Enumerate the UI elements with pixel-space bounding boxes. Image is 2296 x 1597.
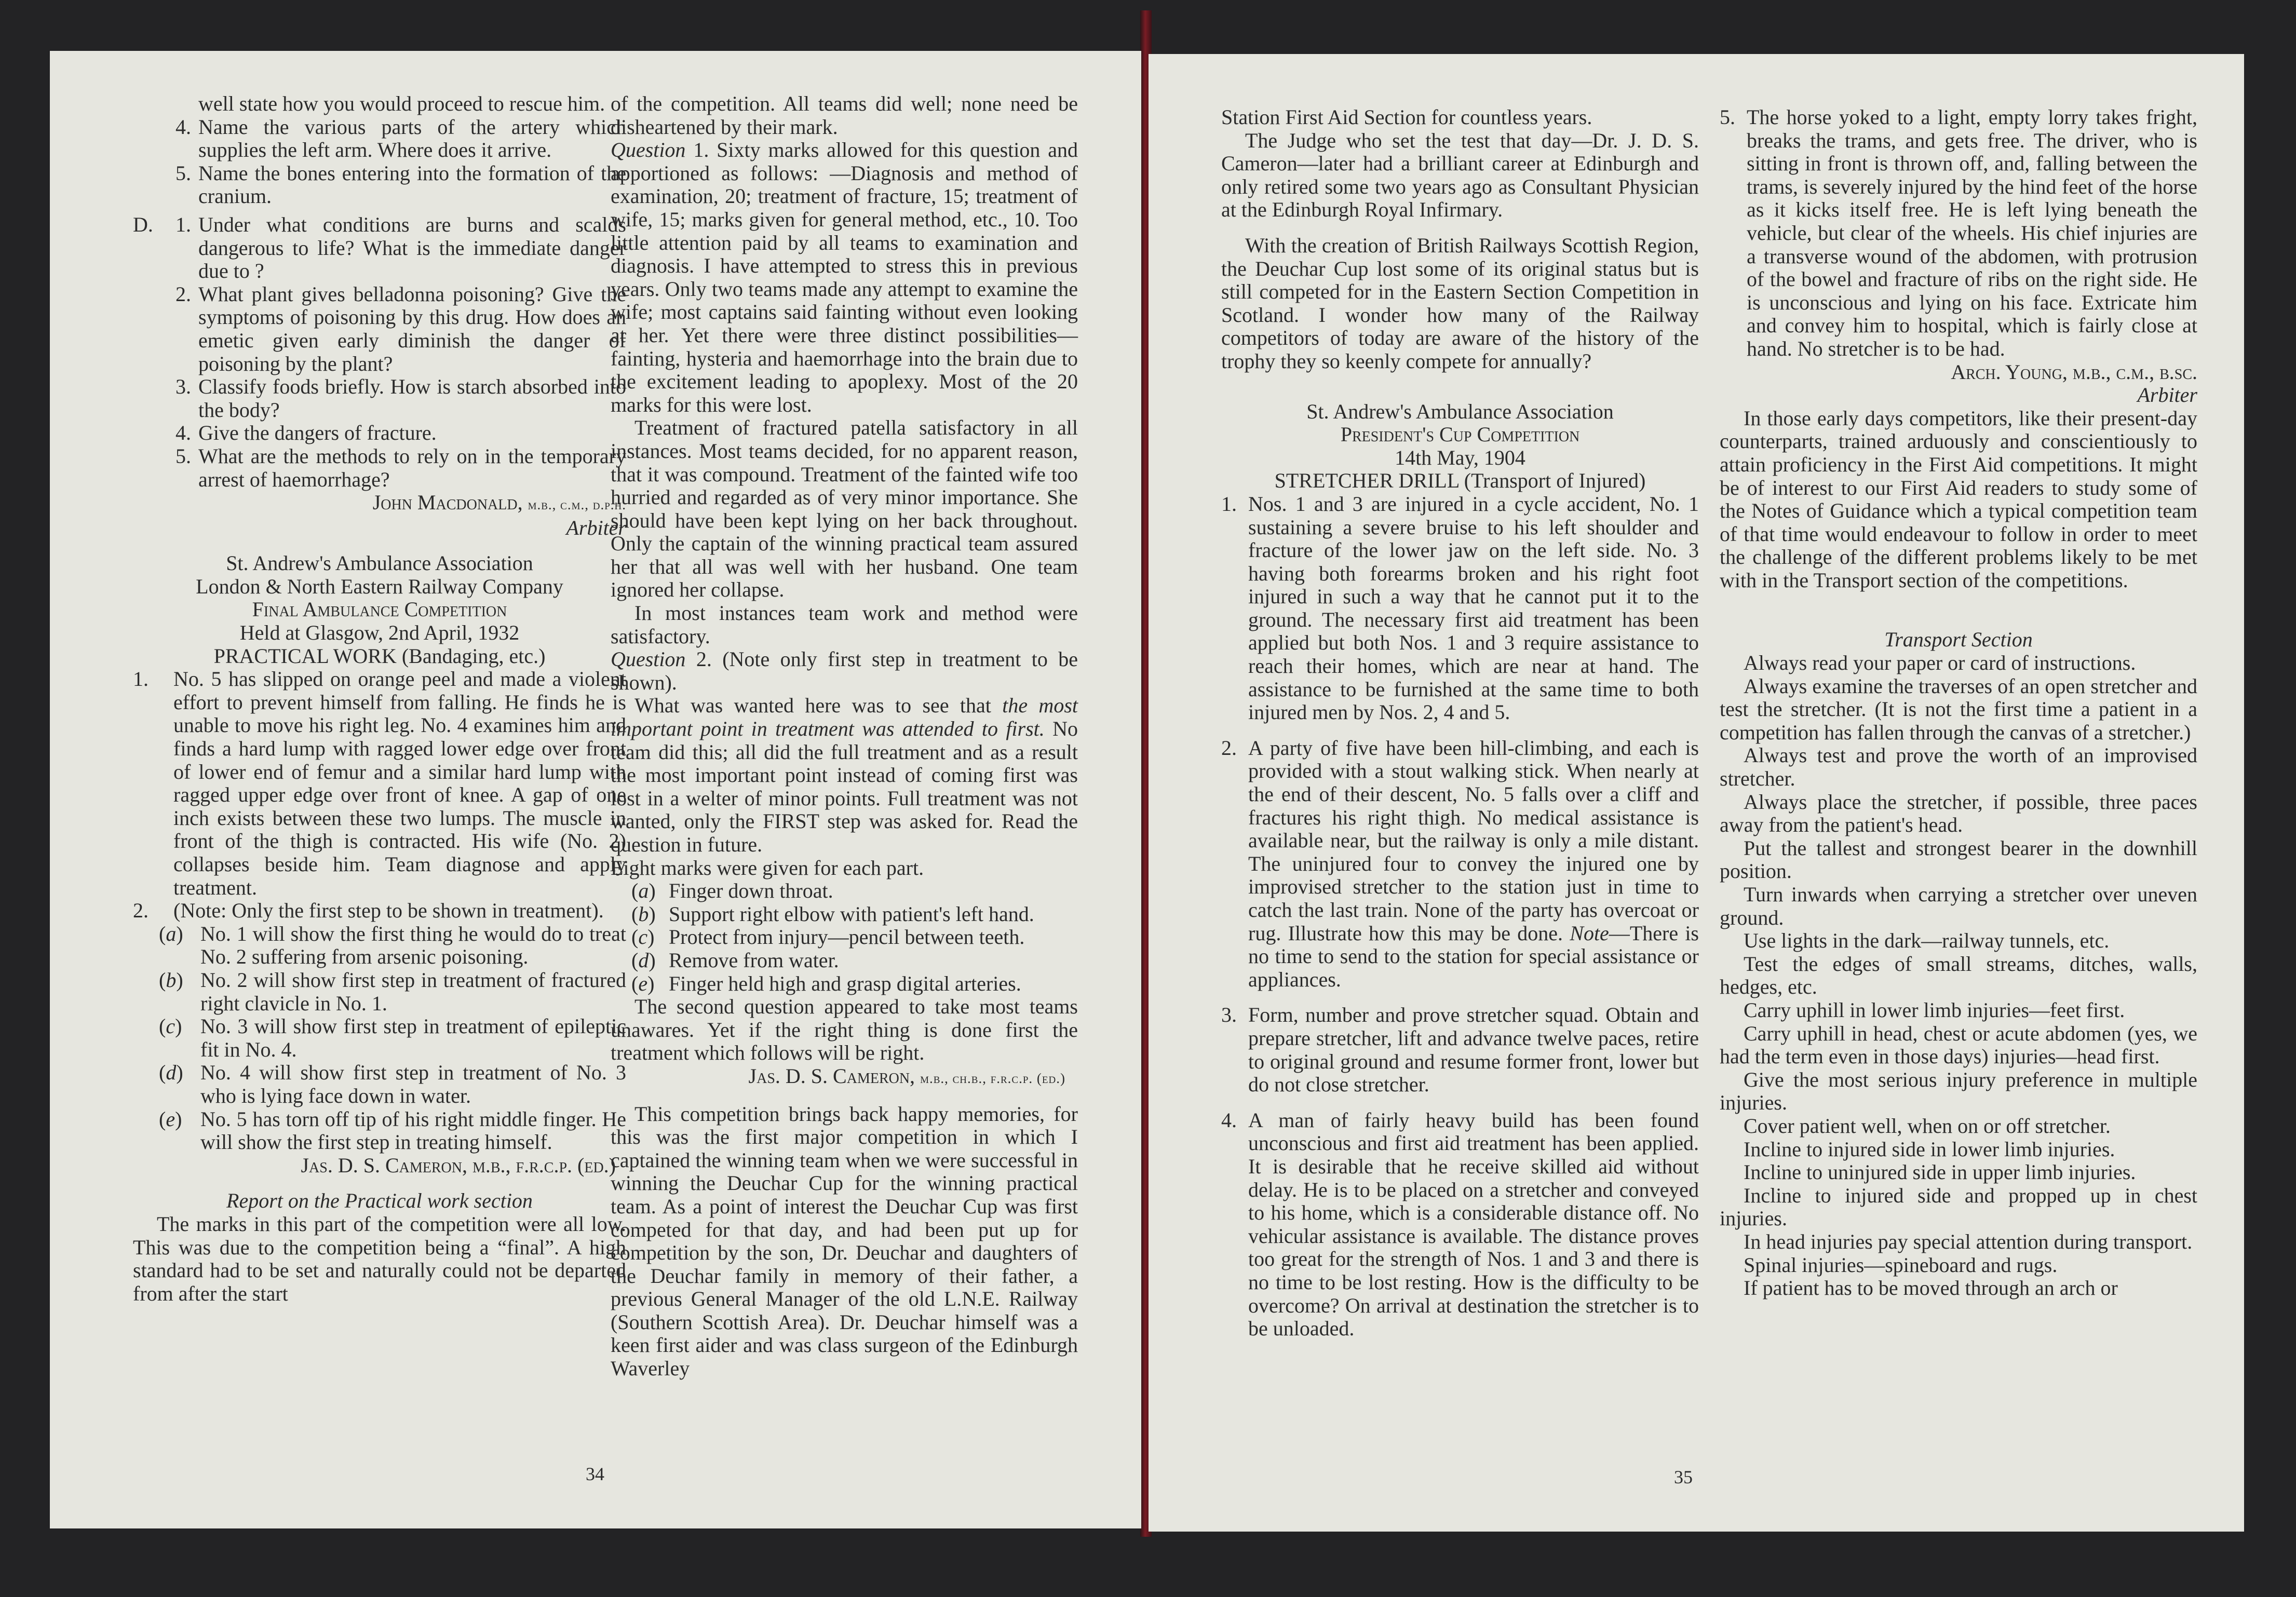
association-title: St. Andrew's Ambulance Association bbox=[1306, 399, 1614, 423]
transport-tip: Use lights in the dark—railway tunnels, etc. bbox=[1744, 929, 2110, 953]
paragraph: of the competition. All teams did well; none need be disheartened by their mark. bbox=[611, 92, 1078, 139]
transport-tip: Always place the stretcher, if possible, three paces away from the patient's head. bbox=[1720, 790, 2197, 837]
transport-tip: Incline to uninjured side in upper limb injuries. bbox=[1744, 1160, 2136, 1184]
signature: Arch. Young, m.b., c.m., b.sc. bbox=[1951, 360, 2197, 384]
list-item: 5. Name the bones entering into the formation of the cranium. bbox=[175, 161, 626, 208]
transport-tip: Incline to injured side in lower limb injuries. bbox=[1744, 1137, 2115, 1161]
paragraph: Eight marks were given for each part. bbox=[611, 856, 924, 879]
transport-tip: Always test and prove the worth of an improvised stretcher. bbox=[1720, 743, 2197, 791]
section-title: Transport Section bbox=[1884, 628, 2033, 652]
paragraph: The second question appeared to take most teams unawares. Yet if the right thing is done first the treatment which follows will be right. bbox=[611, 995, 1078, 1065]
venue-date: Held at Glasgow, 2nd April, 1932 bbox=[239, 621, 520, 645]
page-number: 34 bbox=[586, 1464, 604, 1484]
transport-tip: Put the tallest and strongest bearer in the downhill position. bbox=[1720, 836, 2197, 883]
transport-tip: If patient has to be moved through an arch or bbox=[1744, 1276, 2118, 1300]
paragraph: This competition brings back happy memories, for this was the first major competition in which I captained the winning team when we were successful in winning the Deuchar Cup for the winning practical team. As a point of interest the Deuchar Cup was first competed for that day, and had been put up for competition by the son, Dr. Deuchar and daughters of the Deuchar family in memory of their father, a previous General Manager of the old L.N.E. Railway (Southern Scottish Area). Dr. Deuchar himself was a keen first aider and was class surgeon of the Edinburgh Waverley bbox=[611, 1102, 1078, 1381]
list-item: (e) No. 5 has torn off tip of his right middle finger. He will show the first step in treating himself. bbox=[159, 1107, 626, 1154]
section-heading: STRETCHER DRILL (Transport of Injured) bbox=[1274, 469, 1646, 493]
section-heading: PRACTICAL WORK (Bandaging, etc.) bbox=[213, 644, 546, 668]
competition-date: 14th May, 1904 bbox=[1395, 445, 1525, 469]
paragraph: The marks in this part of the competition were all low. This was due to the competition being a “final”. A high standard had to be set and naturally could not be departed from after the start bbox=[133, 1212, 626, 1305]
transport-tip: Give the most serious injury preference in multiple injuries. bbox=[1720, 1067, 2197, 1115]
arbiter-label: Arbiter bbox=[566, 516, 626, 539]
paragraph: Question 2. (Note only first step in treatment to be shown). bbox=[611, 647, 1078, 694]
competition-title: President's Cup Competition bbox=[1340, 423, 1580, 446]
transport-tip: Test the edges of small streams, ditches, walls, hedges, etc. bbox=[1720, 952, 2197, 999]
paragraph: Treatment of fractured patella satisfactory in all instances. Most teams decided, for no apparent reason, that it was compound. Treatment of the fainted wife too hurried and regarded as of very minor importance. She should have been kept lying on her back throughout. Only the captain of the winning practical team assured her that all was well with her husband. One team ignored her collapse. bbox=[611, 416, 1078, 602]
arbiter-label: Arbiter bbox=[2137, 383, 2197, 407]
list-item: 1. No. 5 has slipped on orange peel and made a violent effort to prevent himself from falling. He finds he is unable to move his right leg. No. 4 examines him and finds a hard lump with ragged lower edge over front of lower end of femur and a similar hard lump with ragged upper edge over front of knee. A gap of one inch exists between these two lumps. The muscle in front of the thigh is contracted. His wife (No. 2) collapses beside him. Team diagnose and apply treatment. bbox=[133, 667, 626, 899]
transport-tip: Incline to injured side and propped up in chest injuries. bbox=[1720, 1183, 2197, 1230]
signature: Jas. D. S. Cameron, m.b., ch.b., f.r.c.p. (ed.) bbox=[748, 1064, 1065, 1088]
transport-tip: Carry uphill in lower limb injuries—feet first. bbox=[1744, 998, 2125, 1022]
list-item: (a) Finger down throat. bbox=[631, 879, 833, 903]
paragraph: The Judge who set the test that day—Dr. J. D. S. Cameron—later had a brilliant career at Edinburgh and only retired some two years ago as Consultant Physician at the Edinburgh Royal Infirmary. bbox=[1221, 128, 1699, 222]
report-title: Report on the Practical work section bbox=[226, 1189, 533, 1213]
list-item: 5. What are the methods to rely on in the temporary arrest of haemorrhage? bbox=[175, 444, 626, 491]
list-item: (b) Support right elbow with patient's left hand. bbox=[631, 902, 1034, 926]
signature: Jas. D. S. Cameron, m.b., f.r.c.p. (ed.) bbox=[301, 1153, 616, 1177]
right-column-2 bbox=[1720, 106, 2197, 1300]
transport-tip: Carry uphill in head, chest or acute abdomen (yes, we had the term even in those days) injuries—head first. bbox=[1720, 1021, 2197, 1068]
list-item: 3. Classify foods briefly. How is starch absorbed into the body? bbox=[175, 375, 626, 422]
competition-title: Final Ambulance Competition bbox=[252, 598, 507, 621]
company-title: London & North Eastern Railway Company bbox=[196, 574, 563, 598]
list-item: (c) Protect from injury—pencil between teeth. bbox=[631, 925, 1025, 949]
list-item: 4. Name the various parts of the artery which supplies the left arm. Where does it arrive. bbox=[175, 115, 626, 162]
list-item: 4. Give the dangers of fracture. bbox=[175, 421, 437, 445]
paragraph: With the creation of British Railways Scottish Region, the Deuchar Cup lost some of its original status but is still competed for in the Eastern Section Competition in Scotland. I wonder how many of the Railway competitors of today are aware of the history of the trophy they so keenly compete for annually? bbox=[1221, 233, 1699, 373]
list-item: 2. (Note: Only the first step to be shown in treatment). bbox=[133, 899, 604, 923]
signature: John Macdonald, m.b., c.m., d.p.h. bbox=[372, 491, 626, 515]
list-item: (d) Remove from water. bbox=[631, 948, 839, 972]
paragraph: In most instances team work and method were satisfactory. bbox=[611, 601, 1078, 648]
list-item: (b) No. 2 will show first step in treatment of fractured right clavicle in No. 1. bbox=[159, 968, 626, 1015]
list-item: (e) Finger held high and grasp digital arteries. bbox=[631, 971, 1021, 995]
transport-tip: Always read your paper or card of instructions. bbox=[1744, 651, 2136, 675]
list-item: (a) No. 1 will show the first thing he would do to treat No. 2 suffering from arsenic poisoning. bbox=[159, 922, 626, 969]
continued-question: well state how you would proceed to rescue him. bbox=[198, 92, 605, 115]
paragraph: Question 1. Sixty marks allowed for this question and apportioned as follows: —Diagnosis and method of examination, 20; treatment of fracture, 15; treatment of wife, 15; marks given for general method, etc., 10. Too little attention paid by all teams to examination and diagnosis. I have attempted to stress this in previous years. Only two teams made any attempt to examine the wife; most captains said fainting without even looking at her. Yet there were three distinct possibilities—fainting, hysteria and haemorrhage into the brain due to the excitement leading to apoplexy. Most of the 20 marks for this were lost. bbox=[611, 138, 1078, 416]
list-item: (c) No. 3 will show first step in treatment of epileptic fit in No. 4. bbox=[159, 1014, 626, 1061]
list-item: (d) No. 4 will show first step in treatment of No. 3 who is lying face down in water. bbox=[159, 1061, 626, 1107]
left-column-2 bbox=[611, 92, 1078, 1381]
page-number: 35 bbox=[1674, 1467, 1693, 1487]
list-item: 5. The horse yoked to a light, empty lorry takes fright, breaks the trams, and gets free. The driver, who is sitting in front is thrown off, and, falling between the trams, is severely injured by the hind feet of the horse as it kicks itself free. He is left lying beneath the vehicle, but clear of the wheels. His chief injuries are a transverse wound of the abdomen, with protrusion of the bowel and fracture of ribs on the right side. He is unconscious and lying on his face. Extricate him and convey him to hospital, which is fairly close at hand. No stretcher is to be had. bbox=[1720, 105, 2197, 360]
transport-tips bbox=[1720, 652, 2197, 1300]
list-item: 2. What plant gives belladonna poisoning? Give the symptoms of poisoning by this drug. How does an emetic given early diminish the danger of poisoning by the plant? bbox=[175, 282, 626, 375]
paragraph: What was wanted here was to see that the most important point in treatment was attended to first. No team did this; all did the full treatment and as a result the most important point instead of coming first was lost in a welter of minor points. Full treatment was not wanted, only the FIRST step was asked for. Read the question in future. bbox=[611, 694, 1078, 856]
list-item: 2. A party of five have been hill-climbing, and each is provided with a stout walking stick. When nearly at the end of their descent, No. 5 falls over a cliff and fractures his right thigh. No medical assistance is available near, but the railway is only a mile distant. The uninjured four to convey the injured one by improvised stretcher to the station just in time to catch the last train. None of the party has overcoat or rug. Illustrate how this may be done. Note—There is no time to send to the station for special assistance or appliances. bbox=[1221, 736, 1699, 991]
right-column-1 bbox=[1221, 106, 1699, 1341]
transport-tip: Spinal injuries—spineboard and rugs. bbox=[1744, 1253, 2058, 1277]
transport-tip: Cover patient well, when on or off stretcher. bbox=[1744, 1114, 2111, 1138]
list-item: 1. Nos. 1 and 3 are injured in a cycle accident, No. 1 sustaining a severe bruise to his left shoulder and fracture of the lower jaw on the left side. No. 3 having both forearms broken and his right foot injured in such a way that he cannot put it to the ground. The necessary first aid treatment has been applied but both Nos. 1 and 3 require assistance to reach their homes, which are near at hand. The assistance to be furnished at the same time to both injured men by Nos. 2, 4 and 5. bbox=[1221, 492, 1699, 724]
transport-tip: In head injuries pay special attention during transport. bbox=[1744, 1229, 2193, 1253]
left-column-1 bbox=[133, 92, 626, 1305]
transport-tip: Turn inwards when carrying a stretcher over uneven ground. bbox=[1720, 883, 2197, 929]
transport-tip: Always examine the traverses of an open stretcher and test the stretcher. (It is not the first time a patient in a competition has fallen through the canvas of a stretcher.) bbox=[1720, 674, 2197, 744]
list-item: 3. Form, number and prove stretcher squad. Obtain and prepare stretcher, lift and advance twelve paces, retire to original ground and resume former front, lower but do not close stretcher. bbox=[1221, 1003, 1699, 1097]
left-page bbox=[50, 51, 1141, 1528]
paragraph: In those early days competitors, like their present-day counterparts, trained arduously and conscientiously to attain proficiency in the First Aid competitions. It might be of interest to our First Aid readers to study some of the Notes of Guidance which a typical competition team of that time would endeavour to follow in order to meet the challenge of the different problems likely to be met with in the Transport section of the competitions. bbox=[1720, 406, 2197, 592]
association-title: St. Andrew's Ambulance Association bbox=[226, 551, 533, 575]
list-item: D. 1. Under what conditions are burns and scalds dangerous to life? What is the immediate danger due to ? bbox=[133, 212, 626, 283]
paragraph: Station First Aid Section for countless years. bbox=[1221, 105, 1592, 129]
right-page bbox=[1149, 54, 2244, 1532]
list-item: 4. A man of fairly heavy build has been found unconscious and first aid treatment has been applied. It is desirable that he receive skilled aid without delay. He is to be placed on a stretcher and conveyed to his home, which is a considerable distance off. No vehicular assistance is available. The distance proves too great for the strength of Nos. 1 and 3 and there is no time to be lost resting. How is the difficulty to be overcome? On arrival at destination the stretcher is to be unloaded. bbox=[1221, 1108, 1699, 1341]
